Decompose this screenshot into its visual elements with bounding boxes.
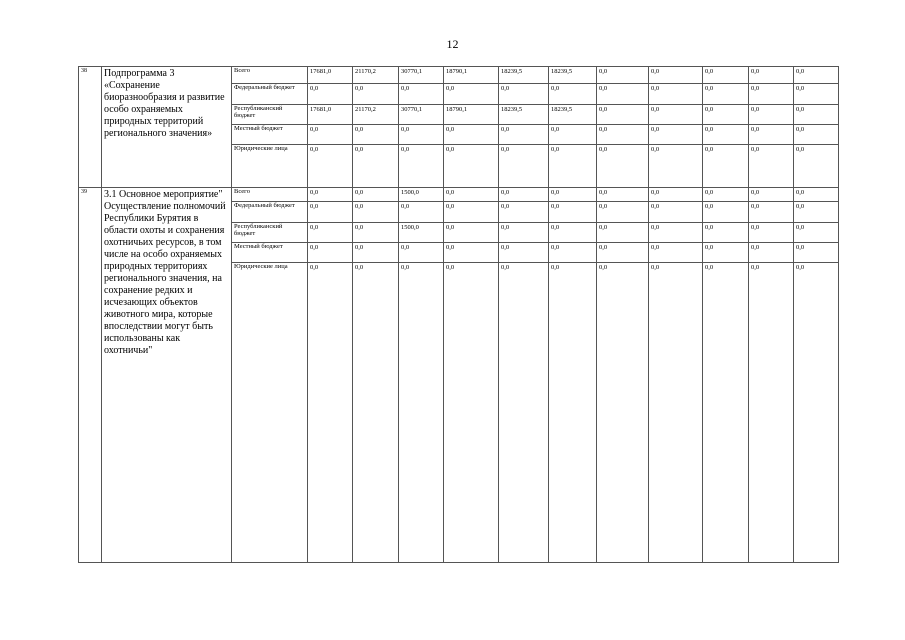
amount-cell: 0,0 bbox=[444, 263, 499, 563]
amount-cell: 18790,1 bbox=[444, 67, 499, 84]
amount-cell: 0,0 bbox=[499, 125, 549, 145]
amount-cell: 0,0 bbox=[308, 84, 353, 105]
funding-source: Федеральный бюджет bbox=[232, 202, 308, 223]
amount-cell: 0,0 bbox=[703, 105, 749, 125]
amount-cell: 0,0 bbox=[444, 145, 499, 188]
amount-cell: 0,0 bbox=[597, 125, 649, 145]
amount-cell: 0,0 bbox=[649, 223, 703, 243]
amount-cell: 0,0 bbox=[794, 125, 839, 145]
amount-cell: 0,0 bbox=[703, 145, 749, 188]
amount-cell: 0,0 bbox=[749, 67, 794, 84]
amount-cell: 21170,2 bbox=[353, 67, 399, 84]
amount-cell: 0,0 bbox=[549, 202, 597, 223]
funding-source: Республиканский бюджет bbox=[232, 105, 308, 125]
page-number: 12 bbox=[446, 37, 459, 51]
amount-cell: 0,0 bbox=[749, 188, 794, 202]
program-name: 3.1 Основное мероприятие" Осуществление полномочий Республики Бурятия в области охоты и сохранения охотничьих ресурсов, в том числе на особо охраняемых природных территориях регионального значения, на сохранение редких и исчезающих объектов животного мира, которые впоследствии могут быть использованы как охотничьи" bbox=[102, 188, 232, 563]
amount-cell: 0,0 bbox=[597, 145, 649, 188]
budget-table bbox=[78, 66, 839, 563]
amount-cell: 0,0 bbox=[444, 125, 499, 145]
amount-cell: 17681,0 bbox=[308, 67, 353, 84]
amount-cell: 0,0 bbox=[499, 202, 549, 223]
amount-cell: 0,0 bbox=[549, 188, 597, 202]
amount-cell: 0,0 bbox=[749, 223, 794, 243]
amount-cell: 0,0 bbox=[444, 188, 499, 202]
amount-cell: 0,0 bbox=[353, 202, 399, 223]
amount-cell: 0,0 bbox=[399, 84, 444, 105]
amount-cell: 0,0 bbox=[794, 84, 839, 105]
amount-cell: 0,0 bbox=[597, 188, 649, 202]
amount-cell: 0,0 bbox=[549, 145, 597, 188]
amount-cell: 0,0 bbox=[794, 263, 839, 563]
amount-cell: 0,0 bbox=[399, 263, 444, 563]
amount-cell: 0,0 bbox=[649, 202, 703, 223]
amount-cell: 0,0 bbox=[399, 145, 444, 188]
amount-cell: 0,0 bbox=[597, 263, 649, 563]
row-number: 39 bbox=[79, 188, 102, 563]
funding-source: Местный бюджет bbox=[232, 243, 308, 263]
amount-cell: 0,0 bbox=[308, 188, 353, 202]
amount-cell: 0,0 bbox=[499, 223, 549, 243]
funding-source: Всего bbox=[232, 188, 308, 202]
amount-cell: 18239,5 bbox=[549, 105, 597, 125]
amount-cell: 0,0 bbox=[353, 223, 399, 243]
amount-cell: 0,0 bbox=[649, 84, 703, 105]
amount-cell: 0,0 bbox=[308, 202, 353, 223]
amount-cell: 0,0 bbox=[353, 243, 399, 263]
amount-cell: 0,0 bbox=[649, 243, 703, 263]
amount-cell: 0,0 bbox=[794, 67, 839, 84]
amount-cell: 0,0 bbox=[308, 243, 353, 263]
amount-cell: 0,0 bbox=[703, 125, 749, 145]
amount-cell: 0,0 bbox=[549, 243, 597, 263]
amount-cell: 0,0 bbox=[749, 145, 794, 188]
amount-cell: 0,0 bbox=[749, 243, 794, 263]
amount-cell: 0,0 bbox=[794, 105, 839, 125]
amount-cell: 0,0 bbox=[703, 67, 749, 84]
amount-cell: 0,0 bbox=[353, 145, 399, 188]
amount-cell: 17681,0 bbox=[308, 105, 353, 125]
amount-cell: 0,0 bbox=[549, 84, 597, 105]
amount-cell: 0,0 bbox=[399, 243, 444, 263]
amount-cell: 1500,0 bbox=[399, 188, 444, 202]
funding-source: Местный бюджет bbox=[232, 125, 308, 145]
amount-cell: 0,0 bbox=[499, 145, 549, 188]
amount-cell: 0,0 bbox=[703, 188, 749, 202]
amount-cell: 0,0 bbox=[794, 202, 839, 223]
table-row bbox=[79, 188, 839, 202]
table-row bbox=[79, 67, 839, 84]
amount-cell: 18239,5 bbox=[499, 105, 549, 125]
amount-cell: 0,0 bbox=[749, 202, 794, 223]
amount-cell: 0,0 bbox=[499, 188, 549, 202]
funding-source: Всего bbox=[232, 67, 308, 84]
amount-cell: 0,0 bbox=[353, 188, 399, 202]
funding-source: Республиканский бюджет bbox=[232, 223, 308, 243]
amount-cell: 0,0 bbox=[703, 223, 749, 243]
amount-cell: 0,0 bbox=[597, 84, 649, 105]
amount-cell: 0,0 bbox=[749, 105, 794, 125]
amount-cell: 0,0 bbox=[444, 202, 499, 223]
amount-cell: 0,0 bbox=[444, 223, 499, 243]
funding-source: Федеральный бюджет bbox=[232, 84, 308, 105]
amount-cell: 0,0 bbox=[444, 84, 499, 105]
amount-cell: 0,0 bbox=[703, 84, 749, 105]
amount-cell: 0,0 bbox=[308, 263, 353, 563]
amount-cell: 0,0 bbox=[703, 243, 749, 263]
amount-cell: 0,0 bbox=[749, 84, 794, 105]
amount-cell: 0,0 bbox=[399, 125, 444, 145]
amount-cell: 0,0 bbox=[703, 263, 749, 563]
amount-cell: 18790,1 bbox=[444, 105, 499, 125]
row-number: 38 bbox=[79, 67, 102, 188]
funding-source: Юридические лица bbox=[232, 145, 308, 188]
amount-cell: 0,0 bbox=[353, 84, 399, 105]
amount-cell: 0,0 bbox=[597, 202, 649, 223]
amount-cell: 0,0 bbox=[308, 145, 353, 188]
amount-cell: 0,0 bbox=[649, 125, 703, 145]
amount-cell: 0,0 bbox=[353, 263, 399, 563]
amount-cell: 21170,2 bbox=[353, 105, 399, 125]
amount-cell: 0,0 bbox=[749, 263, 794, 563]
amount-cell: 0,0 bbox=[794, 145, 839, 188]
amount-cell: 0,0 bbox=[549, 223, 597, 243]
amount-cell: 0,0 bbox=[499, 243, 549, 263]
amount-cell: 0,0 bbox=[794, 188, 839, 202]
amount-cell: 0,0 bbox=[794, 223, 839, 243]
amount-cell: 18239,5 bbox=[499, 67, 549, 84]
amount-cell: 0,0 bbox=[399, 202, 444, 223]
amount-cell: 0,0 bbox=[649, 145, 703, 188]
amount-cell: 0,0 bbox=[597, 105, 649, 125]
amount-cell: 0,0 bbox=[649, 67, 703, 84]
amount-cell: 0,0 bbox=[649, 263, 703, 563]
amount-cell: 0,0 bbox=[308, 223, 353, 243]
amount-cell: 0,0 bbox=[499, 263, 549, 563]
amount-cell: 0,0 bbox=[794, 243, 839, 263]
amount-cell: 0,0 bbox=[649, 105, 703, 125]
amount-cell: 0,0 bbox=[549, 125, 597, 145]
amount-cell: 0,0 bbox=[308, 125, 353, 145]
funding-source: Юридические лица bbox=[232, 263, 308, 563]
program-name: Подпрограмма 3 «Сохранение биоразнообразия и развитие особо охраняемых природных территорий регионального значения» bbox=[102, 67, 232, 188]
amount-cell: 0,0 bbox=[649, 188, 703, 202]
amount-cell: 0,0 bbox=[597, 67, 649, 84]
amount-cell: 0,0 bbox=[703, 202, 749, 223]
amount-cell: 0,0 bbox=[597, 223, 649, 243]
amount-cell: 18239,5 bbox=[549, 67, 597, 84]
amount-cell: 0,0 bbox=[444, 243, 499, 263]
amount-cell: 0,0 bbox=[353, 125, 399, 145]
amount-cell: 1500,0 bbox=[399, 223, 444, 243]
amount-cell: 30770,1 bbox=[399, 67, 444, 84]
amount-cell: 0,0 bbox=[549, 263, 597, 563]
amount-cell: 0,0 bbox=[597, 243, 649, 263]
amount-cell: 30770,1 bbox=[399, 105, 444, 125]
amount-cell: 0,0 bbox=[749, 125, 794, 145]
amount-cell: 0,0 bbox=[499, 84, 549, 105]
